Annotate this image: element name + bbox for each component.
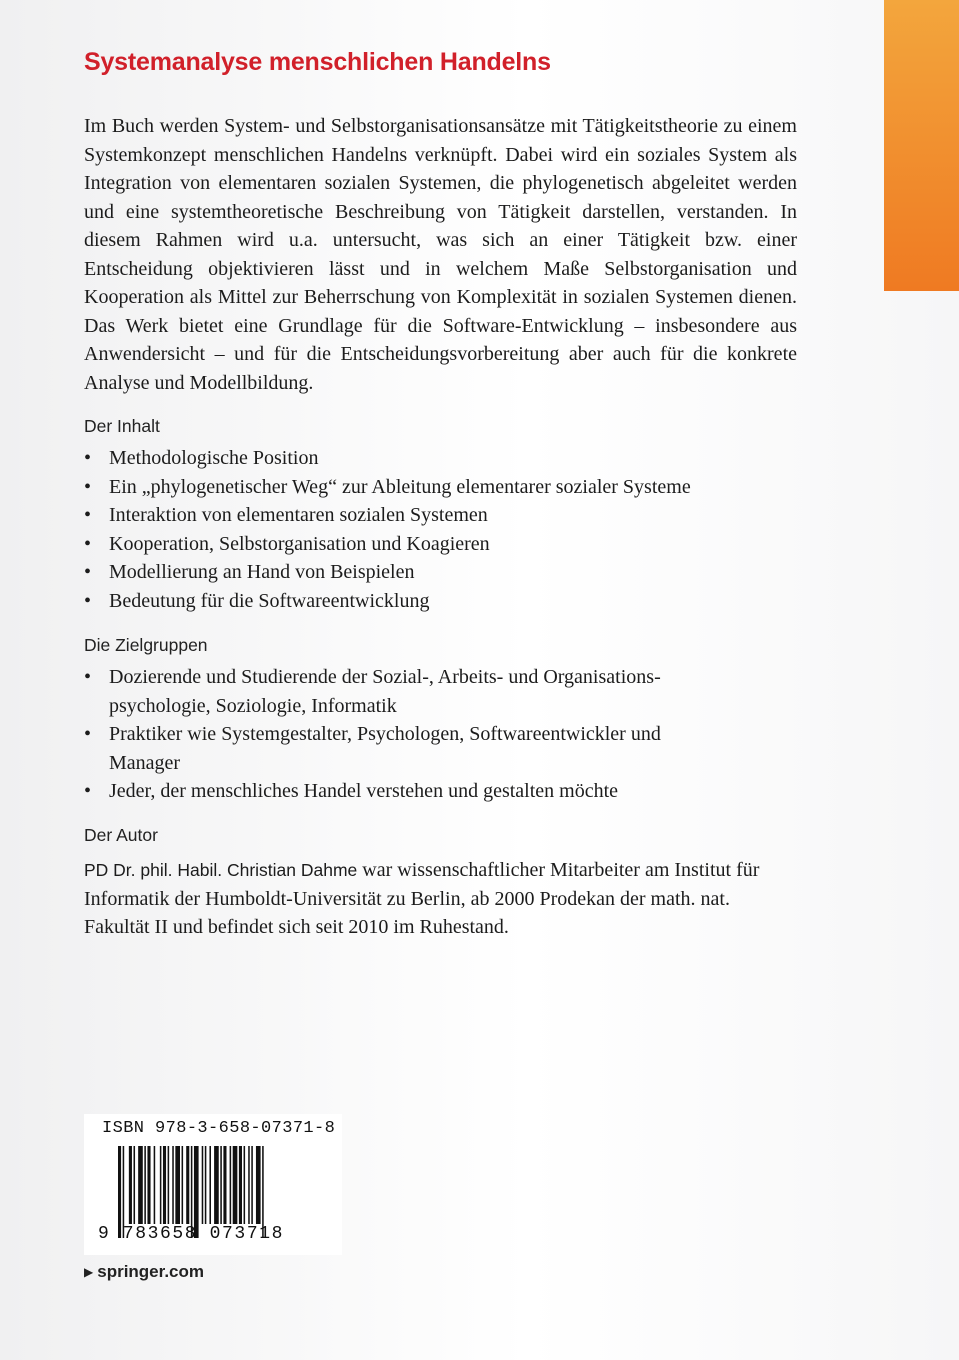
- publisher-link[interactable]: [84, 1262, 204, 1282]
- author-name: PD Dr. phil. Habil. Christian Dahme: [84, 860, 358, 880]
- author-bio-text: war wissenschaftlicher Mitarbeiter am Institut für Informatik der Humboldt-Universität zu Berlin, ab 2000 Prodekan der math. nat. Fakultät II und befindet sich seit 2010 im Ruhestand.: [84, 859, 760, 938]
- list-item: • Modellierung an Hand von Beispielen: [84, 558, 804, 587]
- list-item: • Kooperation, Selbstorganisation und Koagieren: [84, 530, 804, 559]
- audience-list: [84, 663, 754, 806]
- book-title: Systemanalyse menschlichen Handelns: [84, 48, 551, 76]
- list-item: • Interaktion von elementaren sozialen Systemen: [84, 501, 804, 530]
- isbn-digits: 9 783658 073718: [98, 1224, 285, 1244]
- list-item: • Dozierende und Studierende der Sozial-, Arbeits- und Organisationspsychologie, Soziologie, Informatik: [84, 663, 754, 720]
- list-item: • Bedeutung für die Softwareentwicklung: [84, 587, 804, 616]
- author-bio: [84, 856, 797, 942]
- orange-edge-tab: [884, 0, 959, 291]
- content-heading: Der Inhalt: [84, 416, 160, 436]
- list-item: • Jeder, der menschliches Handel verstehen und gestalten möchte: [84, 777, 754, 806]
- list-item: • Methodologische Position: [84, 444, 804, 473]
- isbn-label: ISBN 978-3-658-07371-8: [102, 1119, 336, 1138]
- book-description: Im Buch werden System- und Selbstorganisationsansätze mit Tätigkeitstheorie zu einem Systemkonzept menschlichen Handelns verknüpft. Dabei wird ein soziales System als Integration von elementaren sozialen Systemen, die phylogenetisch abgeleitet werden und eine systemtheoretische Beschreibung von Tätigkeit darstellen, verstanden. In diesem Rahmen wird u.a. untersucht, was sich an einer Tätigkeit bzw. einer Entscheidung objektivieren lässt und in welchem Maße Selbstorganisation und Kooperation als Mittel zur Beherrschung von Komplexität in sozialen Systemen dienen. Das Werk bietet eine Grundlage für die Software-Entwicklung – insbesondere aus Anwendersicht – und für die Entscheidungsvorbereitung aber auch für die konkrete Analyse und Modellbildung.: [84, 115, 797, 394]
- publisher-url: springer.com: [97, 1262, 204, 1281]
- list-item: • Praktiker wie Systemgestalter, Psychologen, Softwareentwickler und Manager: [84, 720, 754, 777]
- content-list: [84, 444, 804, 615]
- play-arrow-icon: ▶: [84, 1265, 94, 1279]
- isbn-barcode: [84, 1114, 342, 1255]
- audience-heading: Die Zielgruppen: [84, 635, 208, 655]
- author-heading: Der Autor: [84, 825, 158, 845]
- list-item: • Ein „phylogenetischer Weg“ zur Ableitung elementarer sozialer Systeme: [84, 473, 804, 502]
